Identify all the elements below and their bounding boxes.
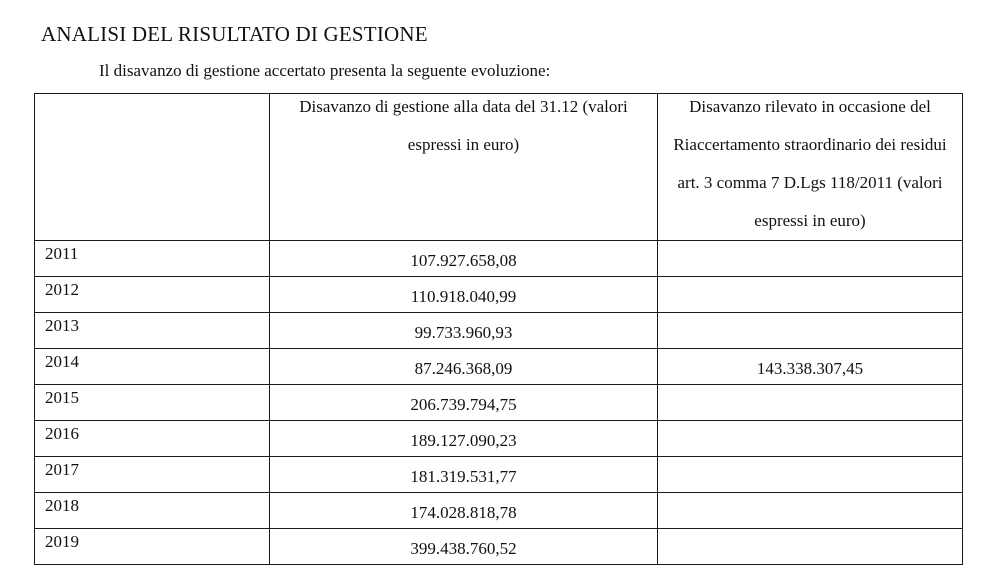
- deficit-cell: 99.733.960,93: [270, 313, 658, 349]
- year-cell: 2012: [35, 277, 270, 313]
- table-row: [35, 493, 963, 529]
- header-deficit-column: Disavanzo di gestione alla data del 31.12 (valori espressi in euro): [270, 94, 658, 241]
- year-cell: 2016: [35, 421, 270, 457]
- deficit-cell: 181.319.531,77: [270, 457, 658, 493]
- deficit-cell: 107.927.658,08: [270, 241, 658, 277]
- reassessment-cell: [658, 385, 963, 421]
- reassessment-cell: 143.338.307,45: [658, 349, 963, 385]
- table-row: [35, 421, 963, 457]
- reassessment-cell: [658, 421, 963, 457]
- reassessment-cell: [658, 529, 963, 565]
- deficit-cell: 189.127.090,23: [270, 421, 658, 457]
- table-row: [35, 313, 963, 349]
- reassessment-cell: [658, 493, 963, 529]
- reassessment-cell: [658, 457, 963, 493]
- deficit-cell: 206.739.794,75: [270, 385, 658, 421]
- deficit-cell: 174.028.818,78: [270, 493, 658, 529]
- table-row: [35, 241, 963, 277]
- table-header-row: [35, 94, 963, 241]
- table-row: [35, 277, 963, 313]
- reassessment-cell: [658, 277, 963, 313]
- deficit-cell: 399.438.760,52: [270, 529, 658, 565]
- year-cell: 2015: [35, 385, 270, 421]
- year-cell: 2019: [35, 529, 270, 565]
- year-cell: 2017: [35, 457, 270, 493]
- year-cell: 2018: [35, 493, 270, 529]
- year-cell: 2014: [35, 349, 270, 385]
- table-row: [35, 529, 963, 565]
- header-year-column: [35, 94, 270, 241]
- year-cell: 2011: [35, 241, 270, 277]
- year-cell: 2013: [35, 313, 270, 349]
- reassessment-cell: [658, 313, 963, 349]
- intro-text: Il disavanzo di gestione accertato presenta la seguente evoluzione:: [99, 61, 551, 80]
- deficit-cell: 110.918.040,99: [270, 277, 658, 313]
- reassessment-cell: [658, 241, 963, 277]
- header-reassessment-column: Disavanzo rilevato in occasione del Riaccertamento straordinario dei residui art. 3 comma 7 D.Lgs 118/2011 (valori espressi in euro): [658, 94, 963, 241]
- section-heading: ANALISI DEL RISULTATO DI GESTIONE: [41, 22, 428, 46]
- table-row: [35, 349, 963, 385]
- table-row: [35, 457, 963, 493]
- deficit-table: [34, 93, 963, 565]
- deficit-cell: 87.246.368,09: [270, 349, 658, 385]
- table-row: [35, 385, 963, 421]
